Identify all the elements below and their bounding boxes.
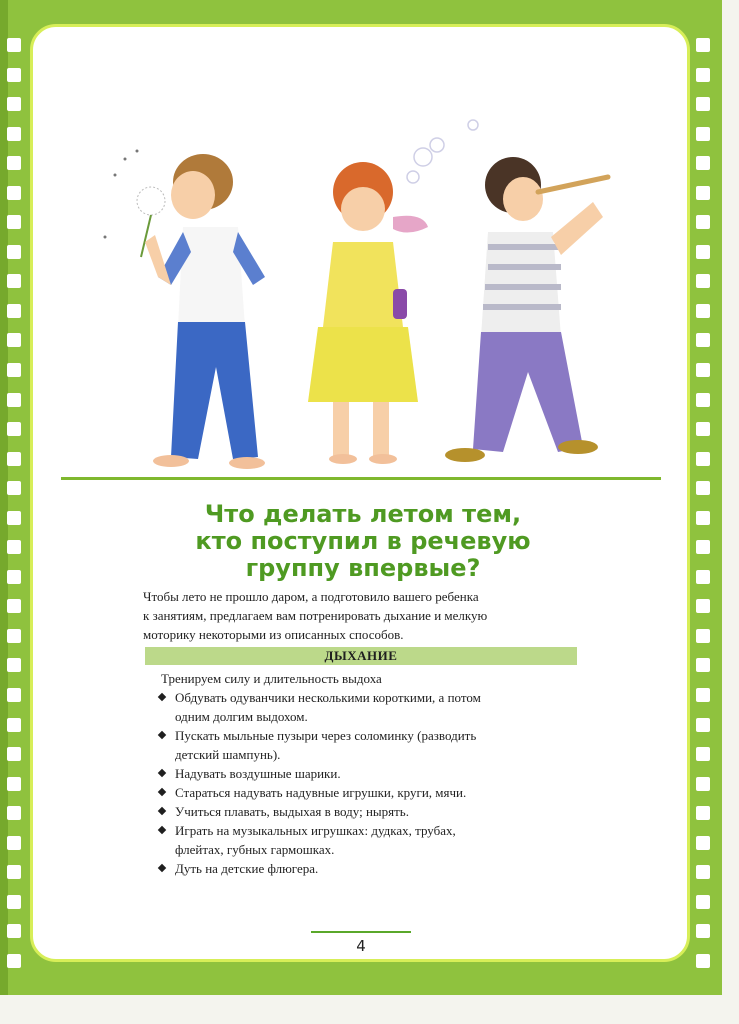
intro-paragraph bbox=[143, 587, 613, 644]
diamond-bullet-icon bbox=[158, 788, 166, 796]
diamond-bullet-icon bbox=[158, 864, 166, 872]
breathing-list bbox=[157, 688, 577, 878]
list-item: Играть на музыкальных игрушках: дудках, трубах, флейтах, губных гармошках. bbox=[157, 821, 577, 859]
page-number-rule bbox=[311, 931, 411, 933]
children-blowing-illustration bbox=[33, 27, 690, 487]
diamond-bullet-icon bbox=[158, 693, 166, 701]
list-item: Дуть на детские флюгера. bbox=[157, 859, 577, 878]
boy-with-flute bbox=[445, 157, 608, 462]
list-item: Стараться надувать надувные игрушки, круги, мячи. bbox=[157, 783, 577, 802]
perforation-left bbox=[7, 38, 21, 968]
title-line-3: группу впервые? bbox=[245, 554, 481, 582]
list-item: Надувать воздушные шарики. bbox=[157, 764, 577, 783]
perforation-right bbox=[696, 38, 710, 968]
intro-line-2: к занятиям, предлагаем вам потренировать дыхание и мелкую bbox=[143, 608, 488, 623]
diamond-bullet-icon bbox=[158, 769, 166, 777]
girl-with-bubbles bbox=[308, 120, 478, 464]
list-item: Обдувать одуванчики несколькими короткими, а потом одним долгим выдохом. bbox=[157, 688, 577, 726]
title-line-2: кто поступил в речевую bbox=[195, 527, 531, 555]
section-header-bar bbox=[145, 647, 577, 665]
list-item: Учиться плавать, выдыхая в воду; нырять. bbox=[157, 802, 577, 821]
page-number: 4 bbox=[356, 937, 366, 955]
diamond-bullet-icon bbox=[158, 731, 166, 739]
intro-line-3: моторику некоторыми из описанных способов. bbox=[143, 627, 404, 642]
page-sheet bbox=[30, 24, 690, 962]
list-item: Пускать мыльные пузыри через соломинку (разводить детский шампунь). bbox=[157, 726, 577, 764]
divider-line bbox=[61, 477, 661, 480]
intro-line-1: Чтобы лето не прошло даром, а подготовило вашего ребенка bbox=[143, 589, 479, 604]
page-title bbox=[33, 501, 690, 582]
diamond-bullet-icon bbox=[158, 826, 166, 834]
section-title: ДЫХАНИЕ bbox=[324, 648, 398, 663]
title-line-1: Что делать летом тем, bbox=[204, 500, 522, 528]
boy-with-dandelion bbox=[104, 150, 266, 470]
diamond-bullet-icon bbox=[158, 807, 166, 815]
section-subtitle: Тренируем силу и длительность выдоха bbox=[161, 671, 382, 686]
